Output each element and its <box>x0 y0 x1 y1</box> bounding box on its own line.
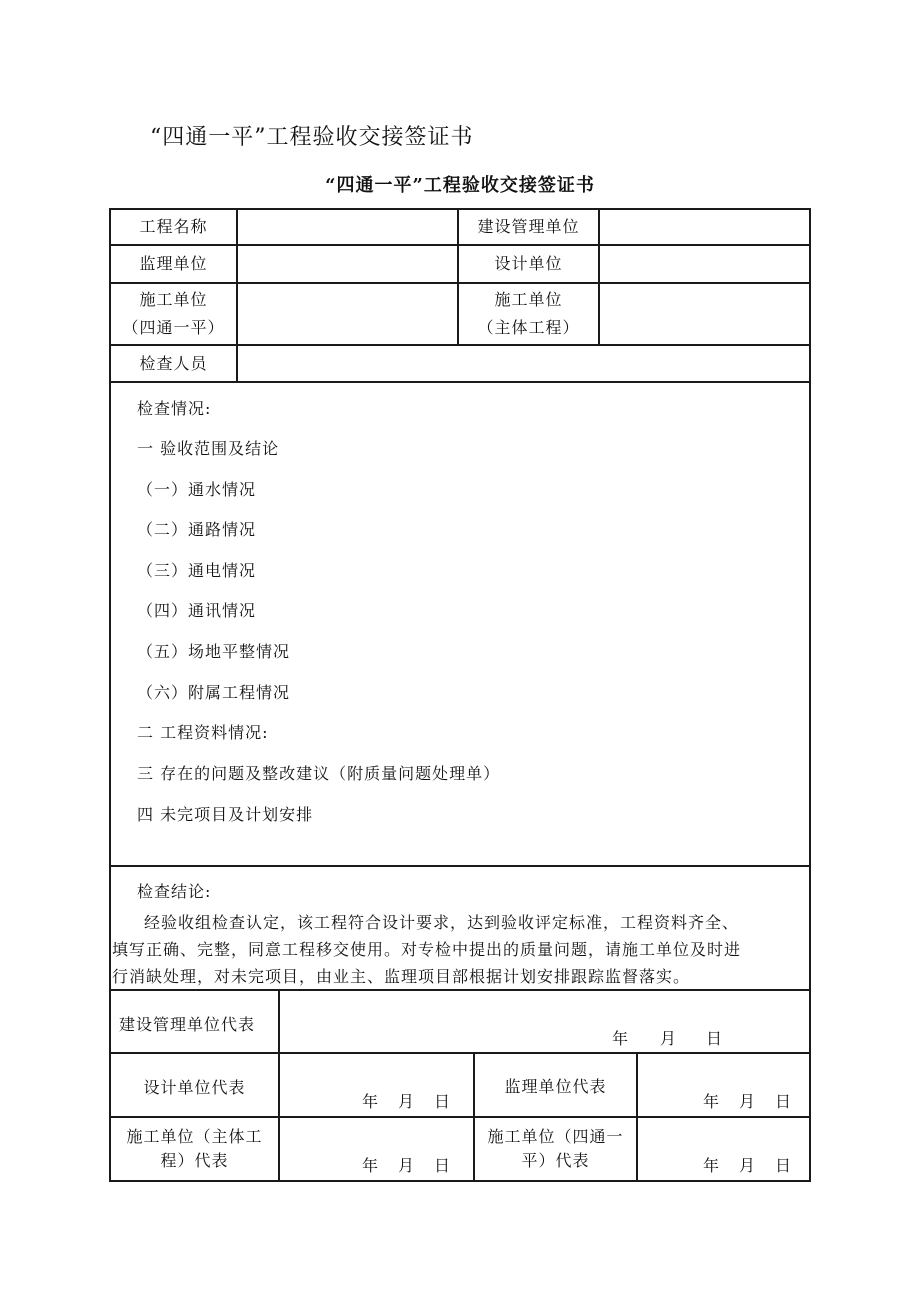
contractor-main-rep-label <box>111 1118 278 1180</box>
inspection-item: （四）通讯情况 <box>137 601 257 620</box>
contractor-stp-label <box>111 284 236 344</box>
contractor-main-rep-label-line1: 施工单位（主体工 <box>126 1127 263 1146</box>
row-divider <box>109 865 811 867</box>
date-day: 日 <box>775 1156 792 1175</box>
conclusion-line: 填写正确、完整，同意工程移交使用。对专检中提出的质量问题，请施工单位及时进 <box>112 940 742 959</box>
contractor-stp-rep-label-line1: 施工单位（四通一 <box>487 1127 624 1146</box>
table-border-right <box>809 208 811 1182</box>
design-unit-field[interactable] <box>600 246 809 282</box>
inspection-item: （六）附属工程情况 <box>137 683 291 702</box>
project-name-label <box>111 210 236 244</box>
contractor-stp-rep-label <box>475 1118 636 1180</box>
design-unit-label-text: 设计单位 <box>494 254 563 273</box>
supervision-unit-field[interactable] <box>238 246 457 282</box>
date-day: 日 <box>775 1092 792 1111</box>
contractor-main-label-line1: 施工单位 <box>494 290 563 309</box>
contractor-main-rep-date <box>362 1153 450 1176</box>
construction-mgmt-unit-label <box>459 210 598 244</box>
date-year: 年 <box>362 1092 379 1111</box>
inspection-item: （一）通水情况 <box>137 480 257 499</box>
inspection-item: 一 验收范围及结论 <box>137 439 280 458</box>
date-day: 日 <box>434 1092 451 1111</box>
construction-mgmt-rep-label-text: 建设管理单位代表 <box>119 1015 256 1034</box>
supervision-rep-date <box>703 1089 791 1112</box>
date-month: 月 <box>739 1092 756 1111</box>
date-month: 月 <box>660 1029 677 1048</box>
project-name-label-text: 工程名称 <box>139 217 208 236</box>
conclusion-line: 经验收组检查认定，该工程符合设计要求，达到验收评定标准，工程资料齐全、 <box>144 913 740 932</box>
inspectors-field[interactable] <box>238 346 809 381</box>
inspection-item: （二）通路情况 <box>137 520 257 539</box>
inspection-item: （三）通电情况 <box>137 561 257 580</box>
construction-mgmt-rep-signature-field[interactable] <box>280 991 809 1052</box>
contractor-main-rep-label-line2: 程）代表 <box>160 1151 229 1170</box>
date-year: 年 <box>612 1029 629 1048</box>
construction-mgmt-unit-label-text: 建设管理单位 <box>477 217 580 236</box>
conclusion-line: 行消缺处理，对未完项目，由业主、监理项目部根据计划安排跟踪监督落实。 <box>112 967 691 986</box>
design-rep-label-text: 设计单位代表 <box>143 1078 246 1097</box>
inspection-title: 检查情况: <box>137 399 212 418</box>
supervision-unit-label <box>111 246 236 282</box>
date-year: 年 <box>703 1092 720 1111</box>
form-title: “四通一平”工程验收交接签证书 <box>325 175 595 196</box>
date-year: 年 <box>362 1156 379 1175</box>
date-month: 月 <box>739 1156 756 1175</box>
contractor-stp-rep-label-line2: 平）代表 <box>521 1151 590 1170</box>
date-month: 月 <box>398 1092 415 1111</box>
contractor-stp-rep-date <box>703 1153 791 1176</box>
inspection-item: （五）场地平整情况 <box>137 642 291 661</box>
inspectors-label <box>111 346 236 381</box>
date-month: 月 <box>398 1156 415 1175</box>
design-rep-label <box>111 1054 278 1116</box>
contractor-main-label-line2: （主体工程） <box>477 318 580 337</box>
construction-mgmt-unit-field[interactable] <box>600 210 809 244</box>
construction-mgmt-rep-date <box>612 1026 722 1049</box>
inspection-item: 三 存在的问题及整改建议（附质量问题处理单） <box>137 764 501 783</box>
supervision-unit-label-text: 监理单位 <box>139 254 208 273</box>
construction-mgmt-rep-label <box>111 991 278 1052</box>
date-day: 日 <box>706 1029 723 1048</box>
inspection-item: 二 工程资料情况: <box>137 723 269 742</box>
contractor-main-label <box>459 284 598 344</box>
document-heading: “四通一平”工程验收交接签证书 <box>150 125 474 150</box>
date-day: 日 <box>434 1156 451 1175</box>
date-year: 年 <box>703 1156 720 1175</box>
inspectors-label-text: 检查人员 <box>139 353 208 373</box>
contractor-stp-label-line2: （四通一平） <box>122 318 225 337</box>
design-rep-date <box>362 1089 450 1112</box>
contractor-stp-label-line1: 施工单位 <box>139 290 208 309</box>
conclusion-title: 检查结论: <box>137 882 212 901</box>
design-unit-label <box>459 246 598 282</box>
table-border-bottom <box>109 1180 811 1182</box>
row-divider <box>109 381 811 383</box>
supervision-rep-label <box>475 1054 636 1116</box>
supervision-rep-label-text: 监理单位代表 <box>504 1077 607 1096</box>
contractor-stp-field[interactable] <box>238 284 457 344</box>
inspection-item: 四 未完项目及计划安排 <box>137 805 314 824</box>
contractor-main-field[interactable] <box>600 284 809 344</box>
project-name-field[interactable] <box>238 210 457 244</box>
